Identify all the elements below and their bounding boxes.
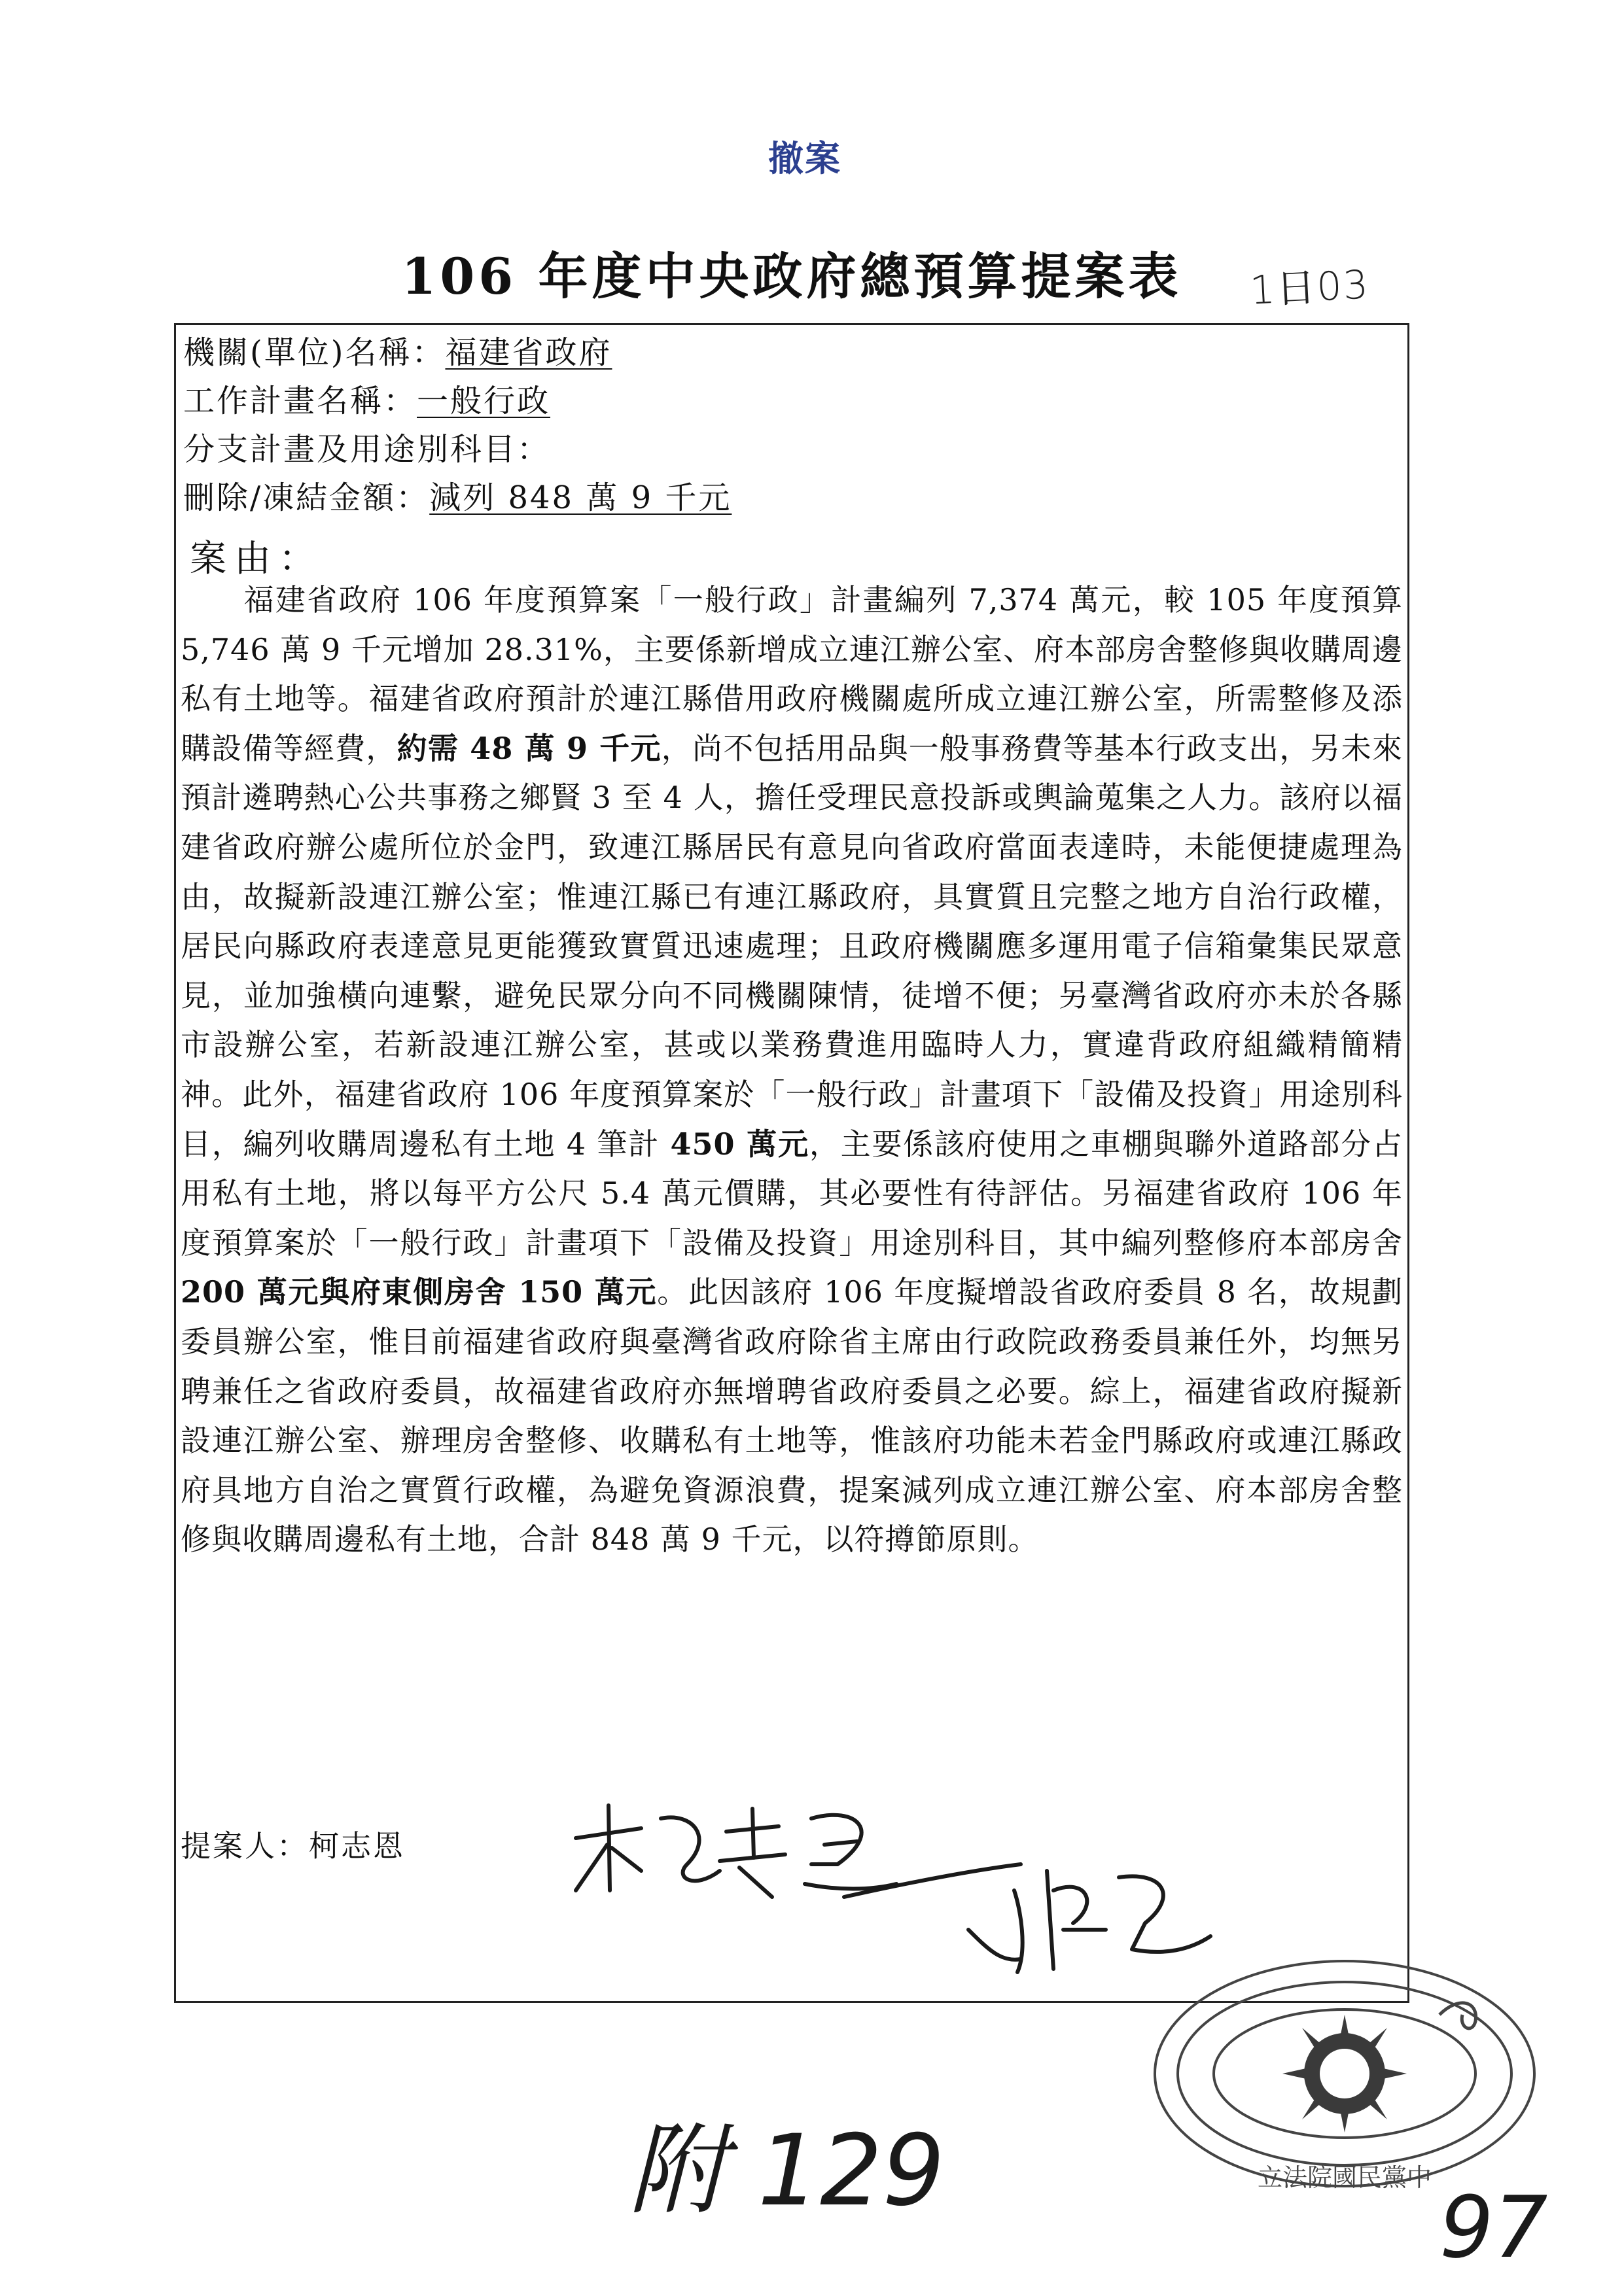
agency-value: 福建省政府: [445, 334, 612, 371]
page-title: 106 年度中央政府總預算提案表: [401, 247, 1182, 305]
official-seal: [1152, 1956, 1538, 2191]
handwritten-page-note: [628, 2106, 995, 2224]
proposer-name: 柯志恩: [309, 1828, 405, 1864]
program-value: 一般行政: [417, 383, 551, 419]
program-label: 工作計畫名稱：: [183, 383, 417, 419]
reason-text-4: 。此因該府 106 年度擬增設省政府委員 8 名，故規劃委員辦公室，惟目前福建省政府與臺灣省政府除省主席由行政院政務委員兼任外，均無另聘兼任之省政府委員，故福建省政府亦無增聘省政府委員之必要。綜上，福建省政府擬新設連江辦公室、辦理房舍整修、收購私有土地等，惟該府功能未若金門縣政府或連江縣政府具地方自治之實質行政權，為避免資源浪費，提案減列成立連江辦公室、府本部房舍整修與收購周邊私有土地，合計 848 萬 9 千元，以符撙節原則。: [181, 1274, 1403, 1557]
sub-program-label: 分支計畫及用途別科目：: [183, 431, 551, 468]
proposer-line: [181, 1822, 405, 1866]
reason-bold-2: 450 萬元: [670, 1126, 809, 1162]
agency-label: 機關(單位)名稱：: [183, 334, 446, 371]
reason-text-2: ，尚不包括用品與一般事務費等基本行政支出，另未來預計遴聘熱心公共事務之鄉賢 3 至 4 人，擔任受理民意投訴或輿論蒐集之人力。該府以福建省政府辦公處所位於金門，致連江縣居民有意見向省政府當面表達時，未能便捷處理為由，故擬新設連江辦公室；惟連江縣已有連江縣政府，具實質且完整之地方自治行政權，居民向縣政府表達意見更能獲致實質迅速處理；且政府機關應多運用電子信箱彙集民眾意見，並加強橫向連繫，避免民眾分向不同機關陳情，徒增不便；另臺灣省政府亦未於各縣市設辦公室，若新設連江辦公室，甚或以業務費進用臨時人力，實違背政府組織精簡精神。此外，福建省政府 106 年度預算案於「一般行政」計畫項下「設備及投資」用途別科目，編列收購周邊私有土地 4 筆計: [181, 730, 1403, 1162]
svg-text:97: 97: [1439, 2178, 1548, 2270]
amount-field: [183, 472, 732, 517]
reason-body: [181, 576, 1403, 1565]
reason-text-1: 福建省政府 106 年度預算案「一般行政」計畫編列 7,374 萬元，較 105 年度預算 5,746 萬 9 千元增加 28.31%，主要係新增成立連江辦公室、府本部房舍整修與收購周邊私有土地等。福建省政府預計於連江縣借用政府機關處所成立連江辦公室，所需整修及添購設備等經費，: [181, 582, 1403, 766]
program-field: [183, 375, 550, 421]
seal-text: 立法院國民黨中: [1257, 2163, 1432, 2191]
reason-label: 案由：: [190, 538, 323, 580]
svg-text:附 129: 附 129: [628, 2114, 945, 2224]
proposer-label: 提案人：: [181, 1828, 309, 1864]
reason-bold-3: 200 萬元與府東側房舍 150 萬元: [181, 1274, 658, 1310]
withdrawn-stamp: 撤案: [768, 137, 841, 179]
amount-label: 刪除/凍結金額：: [183, 479, 430, 516]
reason-bold-1: 約需 48 萬 9 千元: [397, 730, 662, 766]
amount-value: 減列 848 萬 9 千元: [429, 479, 732, 516]
agency-field: [183, 327, 612, 372]
reason-text-3: ，主要係該府使用之車棚與聯外道路部分占用私有土地，將以每平方公尺 5.4 萬元價購，其必要性有待評估。另福建省政府 106 年度預算案於「一般行政」計畫項下「設備及投資」用途別科目，其中編列整修府本部房舍: [181, 1126, 1403, 1261]
sub-program-field: [183, 424, 550, 469]
handwritten-note: 1日03: [1248, 262, 1371, 314]
page-number: [1439, 2172, 1557, 2270]
